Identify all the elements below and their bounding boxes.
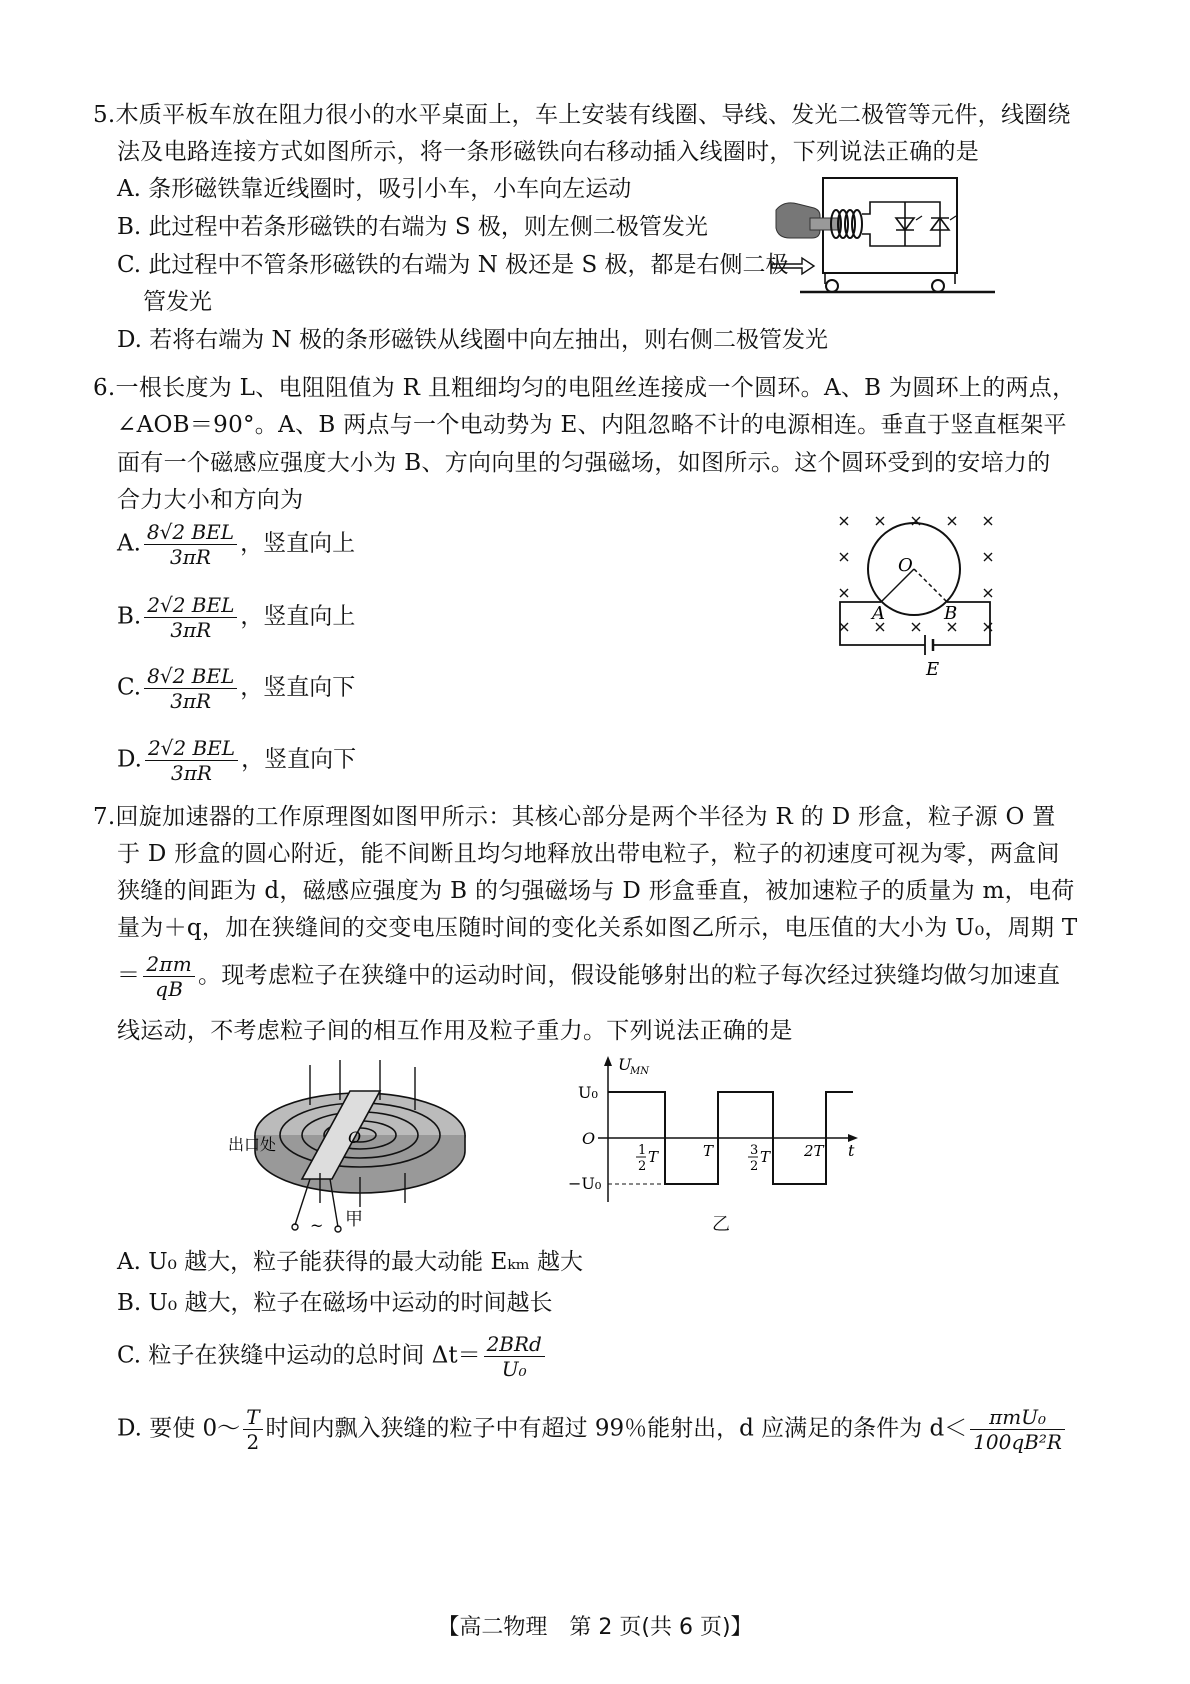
label-b: B — [944, 603, 958, 624]
q7-stem-line5: ＝ $\frac{2\pi m}{qB}$ 。现考虑粒子在狭缝中的运动时间，假设能够射出的粒子每次经过狭缝均做匀加速直 — [117, 952, 1061, 1001]
label-source-o: O — [348, 1128, 362, 1147]
q7-stem-line4: 量为＋q，加在狭缝间的交变电压随时间的变化关系如图乙所示，电压值的大小为 U₀，周期 T — [117, 915, 1078, 941]
graph-neg-u0: −U₀ — [568, 1174, 602, 1193]
q5-option-d: D. 若将右端为 N 极的条形磁铁从线圈中向左抽出，则右侧二极管发光 — [117, 327, 828, 353]
caption-yi: 乙 — [712, 1214, 730, 1235]
caption-jia: 甲 — [345, 1209, 363, 1230]
q5-option-c: C. 此过程中不管条形磁铁的右端为 N 极还是 S 极，都是右侧二极 — [117, 252, 789, 278]
q7-stem-line1: 7.回旋加速器的工作原理图如图甲所示：其核心部分是两个半径为 R 的 D 形盒，粒子源 O 置 — [93, 804, 1056, 830]
q6-option-b: B. $\frac{\text{2√2 BEL}}{3\pi R}$ ，竖直向上 — [117, 593, 356, 642]
q6-stem-line1: 6.一根长度为 L、电阻阻值为 R 且粗细均匀的电阻丝连接成一个圆环。A、B 为圆环上的两点， — [93, 375, 1076, 401]
q7-option-a: A. U₀ 越大，粒子能获得的最大动能 Eₖₘ 越大 — [117, 1249, 584, 1275]
tick-two-t: 2T — [804, 1142, 824, 1160]
q5-cart-figure — [770, 172, 1000, 304]
label-ac-source: ~ — [310, 1216, 324, 1235]
tick-three-num: 3 — [750, 1143, 759, 1158]
q6-stem-line3: 面有一个磁感应强度大小为 B、方向向里的匀强磁场，如图所示。这个圆环受到的安培力的 — [117, 450, 1051, 476]
q5-stem-line1: 5.木质平板车放在阻力很小的水平桌面上，车上安装有线圈、导线、发光二极管等元件，线圈绕 — [93, 102, 1071, 128]
tick-three-den: 2 — [750, 1159, 759, 1174]
q7-stem-line2: 于 D 形盒的圆心附近，能不间断且均匀地释放出带电粒子，粒子的初速度可视为零，两盒间 — [117, 841, 1060, 867]
graph-u0: U₀ — [578, 1083, 598, 1102]
q7-option-c: C. 粒子在狭缝中运动的总时间 Δt＝ $\frac{\text{2BRd}}{\text{U₀}}$ — [117, 1332, 548, 1381]
tick-t: T — [703, 1142, 714, 1160]
q5-option-a: A. 条形磁铁靠近线圈时，吸引小车，小车向左运动 — [117, 176, 632, 202]
q6-stem-line4: 合力大小和方向为 — [117, 487, 304, 513]
q6-option-d: D. $\frac{\text{2√2 BEL}}{3\pi R}$ ，竖直向下 — [117, 736, 357, 785]
q6-option-a: A. $\frac{\text{8√2 BEL}}{3\pi R}$ ，竖直向上 — [117, 520, 356, 569]
q6-option-c: C. $\frac{\text{8√2 BEL}}{3\pi R}$ ，竖直向下 — [117, 664, 356, 713]
label-o: O — [898, 555, 913, 576]
label-e: E — [926, 659, 940, 680]
q7-option-d: D. 要使 0～ $\frac{T}{2}$ 时间内飘入狭缝的粒子中有超过 99％能射出，d 应满足的条件为 d＜ $\frac{\text{πmU₀}}{\text{100qB²R}}$ — [117, 1405, 1068, 1454]
q7-voltage-graph — [568, 1052, 868, 1212]
q6-ring-figure — [830, 505, 1005, 680]
q5-option-c-cont: 管发光 — [143, 289, 212, 315]
tick-half-num: 1 — [638, 1143, 647, 1158]
graph-ylabel-sub: MN — [630, 1066, 649, 1077]
q5-option-b: B. 此过程中若条形磁铁的右端为 S 极，则左侧二极管发光 — [117, 214, 708, 240]
graph-ylabel: U — [618, 1055, 632, 1074]
q7-option-b: B. U₀ 越大，粒子在磁场中运动的时间越长 — [117, 1290, 553, 1316]
tick-half-t: T — [648, 1148, 659, 1166]
magnetic-field-crosses — [840, 517, 992, 631]
q5-stem-line2: 法及电路连接方式如图所示，将一条形磁铁向右移动插入线圈时，下列说法正确的是 — [117, 139, 980, 165]
graph-origin: O — [582, 1129, 596, 1148]
q7-stem-line6: 线运动，不考虑粒子间的相互作用及粒子重力。下列说法正确的是 — [117, 1018, 793, 1044]
graph-xlabel: t — [848, 1141, 855, 1160]
tick-three-t: T — [760, 1148, 771, 1166]
tick-half-den: 2 — [638, 1159, 647, 1174]
label-a: A — [872, 603, 885, 624]
q6-stem-line2: ∠AOB＝90°。A、B 两点与一个电动势为 E、内阻忽略不计的电源相连。垂直于竖直框架平 — [117, 412, 1067, 438]
label-exit: 出口处 — [228, 1135, 277, 1154]
page-footer: 【高二物理 第 2 页(共 6 页)】 — [437, 1615, 753, 1640]
q7-stem-line3: 狭缝的间距为 d，磁感应强度为 B 的匀强磁场与 D 形盒垂直，被加速粒子的质量为 m，电荷 — [117, 878, 1075, 904]
